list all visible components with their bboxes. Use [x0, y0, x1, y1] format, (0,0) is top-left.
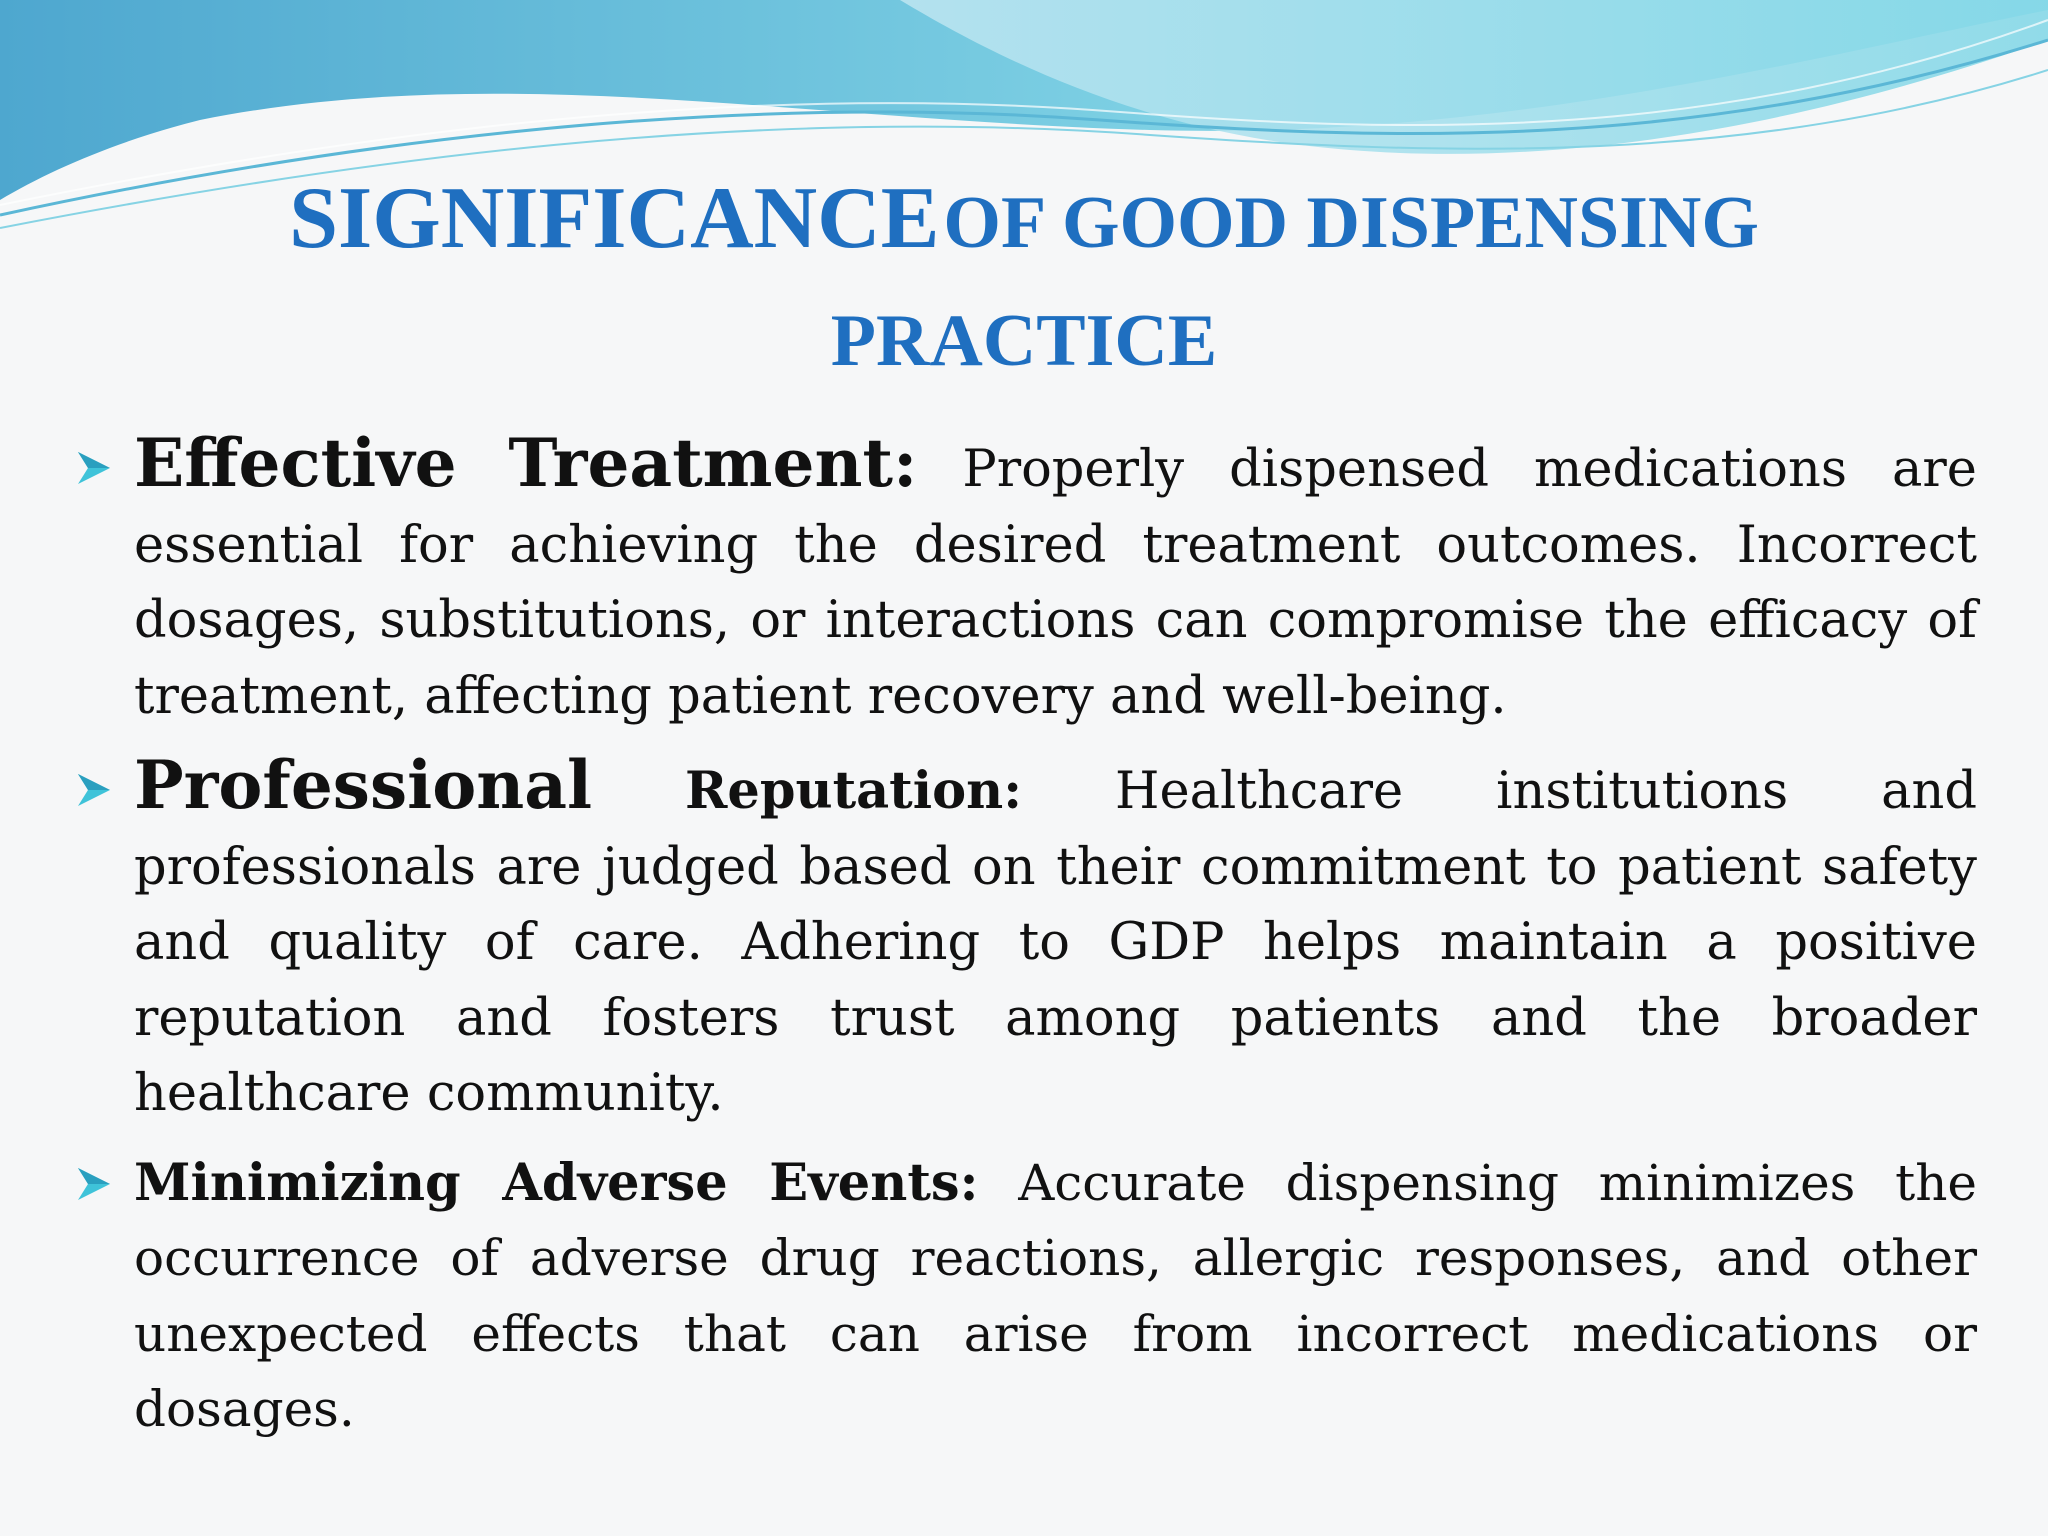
arrow-bullet-icon — [74, 770, 114, 810]
title-part-2: OF GOOD DISPENSING — [943, 182, 1759, 264]
title-line-2 — [0, 292, 2048, 410]
arrow-bullet-icon — [74, 448, 114, 488]
bullet-minimizing-adverse-events — [72, 1146, 1977, 1448]
bullet-professional-reputation — [72, 748, 1977, 1132]
slide-title — [0, 170, 2048, 410]
title-part-3: PRACTICE — [830, 300, 1218, 382]
bullet-heading: Minimizing Adverse Events: — [134, 1152, 979, 1213]
bullet-text: Properly dispensed medications are essential for achieving the desired treatment outcomes. Incorrect dosages, substitutions, or interactions can compromise the efficacy of treatment, affecting patient recovery and well-being. — [134, 440, 1977, 726]
bullet-list — [72, 426, 1977, 1462]
bullet-effective-treatment — [72, 426, 1977, 734]
bullet-heading-2: Reputation: — [685, 761, 1023, 821]
title-part-1: SIGNIFICANCE — [289, 170, 940, 267]
bullet-heading: Effective Treatment: — [134, 424, 918, 502]
title-line-1 — [0, 170, 2048, 292]
bullet-text: Healthcare institutions and professionals are judged based on their commitment to patient safety and quality of care. Adhering to GDP helps maintain a positive reputation and fosters trust among patients and the broader healthcare community. — [134, 762, 1978, 1123]
bullet-heading: Professional — [134, 746, 593, 824]
arrow-bullet-icon — [74, 1164, 114, 1204]
bullet-text: Accurate dispensing minimizes the occurrence of adverse drug reactions, allergic responses, and other unexpected effects that can arise from incorrect medications or dosages. — [134, 1153, 1977, 1438]
